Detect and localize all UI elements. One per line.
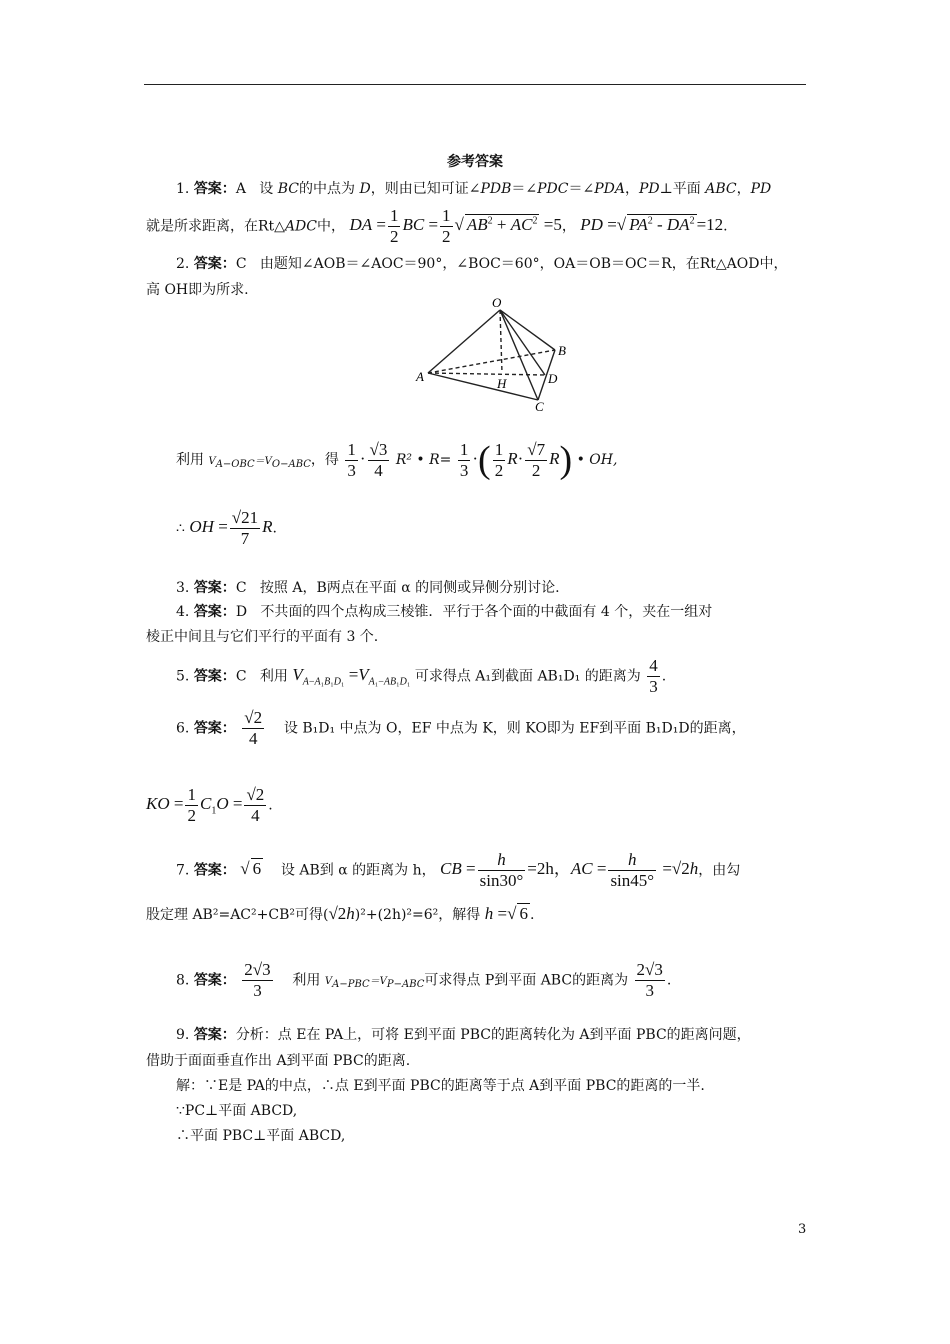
- q3-line: [176, 577, 560, 597]
- q9-text1: 分析：点 E在 PA上，可将 E到平面 PBC的距离转化为 A到平面 PBC的距离问题，: [235, 1027, 751, 1043]
- header-rule: [144, 84, 806, 85]
- q6-num: 6.: [176, 720, 190, 737]
- q9-line1: [176, 1024, 751, 1044]
- q6-text: 设 B₁D₁ 中点为 O，EF 中点为 K，则 KO即为 EF到平面 B₁D₁D的距离，: [283, 720, 746, 737]
- q6-label: 答案：: [193, 720, 236, 737]
- q5-text2: 可求得点 A₁到截面 AB₁D₁ 的距离为: [414, 668, 641, 685]
- q4-num: 4.: [176, 604, 190, 620]
- q8-label: 答案：: [193, 972, 236, 989]
- label-d: D: [548, 371, 558, 386]
- q9-num: 9.: [176, 1027, 190, 1043]
- q7-text2: ，由勾: [698, 862, 741, 879]
- q2-result: ∴ OH = $\frac{√21}{7}$ R.: [176, 508, 277, 548]
- q8-num: 8.: [176, 972, 190, 989]
- q2-answer: C: [235, 256, 247, 272]
- q1-label: 答案：: [193, 181, 236, 197]
- q7-line1: 7. 答案： √ 6 设 AB到 α 的距离为 h， CB = $\frac{h}{\sin 30^\circ}$ =2h，AC = $\frac{h}{\sin 45^\circ}$ =√2h，由勾: [176, 850, 741, 890]
- q7-text3: 股定理 AB²=AC²+CB²可得(: [146, 907, 329, 923]
- q1-line2: 就是所求距离，在Rt△ADC中， DA = $\frac{1}{2}$ BC = $\frac{1}{2}$ √ $AB^2 + AC^2 =5$， PD =√ $PA^2 - DA^2 =12$.: [146, 206, 728, 246]
- edge-oa: [428, 310, 500, 373]
- q3-num: 3.: [176, 580, 190, 596]
- edge-oh-hidden: [500, 310, 502, 373]
- q1-text1: 设: [259, 181, 274, 197]
- q4-answer: D: [235, 604, 248, 620]
- label-c: C: [535, 399, 544, 414]
- q5-end: .: [661, 668, 667, 685]
- page-number: 3: [798, 1222, 807, 1237]
- q8-text1: 利用: [292, 972, 321, 989]
- q3-answer: C: [235, 580, 247, 596]
- q9-line4: ∵PC⊥平面 ABCD,: [176, 1103, 298, 1119]
- page-title: 参考答案: [447, 154, 503, 170]
- q2-line1: [176, 253, 787, 273]
- q2-line3-b: ，得: [310, 451, 339, 468]
- q1-line2-mid: 中，: [316, 218, 345, 235]
- q1-text2: 的中点为: [299, 181, 356, 197]
- edge-od: [500, 310, 545, 375]
- q3-label: 答案：: [193, 580, 236, 596]
- q1-eq-val1: =5: [543, 215, 562, 235]
- q1-formula-da: DA = $\frac{1}{2}$ BC = $\frac{1}{2}$ √ $AB^2 + AC^2 =5$: [349, 206, 562, 246]
- q1-text5: ＝∠: [568, 181, 595, 197]
- q4-line2: 棱正中间且与它们平行的平面有 3 个.: [146, 629, 379, 645]
- q7-eq-val: =2h: [527, 859, 554, 879]
- q1-num: 1.: [176, 181, 190, 197]
- q2-line3-d: • OH,: [576, 451, 618, 468]
- q2-num: 2.: [176, 256, 190, 272]
- q1-eq-val2: =12: [696, 215, 724, 235]
- q5-label: 答案：: [193, 668, 236, 685]
- q7-text1: 设 AB到 α 的距离为 h，: [280, 862, 436, 879]
- q7-label: 答案：: [193, 862, 236, 879]
- q5-line: 5. 答案：C 利用 $V_{A-A_1B_1D_1} =V_{A_1-AB_1D_1}$ 可求得点 A₁到截面 AB₁D₁ 的距离为 $\frac{4}{3}$ .: [176, 656, 667, 696]
- q1-answer: A: [235, 181, 246, 197]
- therefore-symbol: ∴: [176, 520, 185, 537]
- q5-num: 5.: [176, 668, 190, 685]
- q9-line2: 借助于面面垂直作出 A到平面 PBC的距离.: [146, 1053, 411, 1069]
- q1-text4: ＝∠: [511, 181, 538, 197]
- q6-line: 6. 答案： $\frac{√2}{4}$ 设 B₁D₁ 中点为 O，EF 中点为 K，则 KO即为 EF到平面 B₁D₁D的距离，: [176, 708, 746, 748]
- label-h: H: [497, 376, 507, 391]
- label-b: B: [558, 343, 566, 358]
- q9-label: 答案：: [193, 1027, 236, 1043]
- q2-line3: 利用 $V_{A-OBC}=V_{O-ABC}$，得 $\frac{1}{3}$ · $\frac{√3}{4}$ R² • R= $\frac{1}{3}$ ·( $\frac{1}{2}$ R· $\frac{√7}{2}$ R) • OH,: [176, 439, 618, 481]
- q7-num: 7.: [176, 862, 190, 879]
- label-a: A: [416, 369, 424, 384]
- q1-text3: ，则由已知可证∠: [370, 181, 481, 197]
- q9-line3: 解：∵E是 PA的中点，∴点 E到平面 PBC的距离等于点 A到平面 PBC的距离的一半.: [176, 1078, 705, 1094]
- q4-label: 答案：: [193, 604, 236, 620]
- q7-line2: 股定理 AB²=AC²+CB²可得(√2h)²+(2h)²=6²，解得 h =√ 6 .: [146, 904, 535, 923]
- q5-text1: 利用: [259, 668, 288, 685]
- q2-line2: 高 OH即为所求.: [146, 282, 249, 298]
- q1-line1: 1. 答案：A 设 BC的中点为 D，则由已知可证∠PDB＝∠PDC＝∠PDA，PD⊥平面 ABC，PD: [176, 181, 772, 197]
- q1-line2-text: 就是所求距离，在Rt△: [146, 218, 285, 235]
- q1-formula-pd: PD =√ $PA^2 - DA^2 =12$: [580, 215, 724, 235]
- q1-text6: ⊥平面: [659, 181, 701, 197]
- q5-answer: C: [235, 668, 247, 685]
- q7-text4: )²+(2h)²=6²，解得: [354, 907, 481, 923]
- q8-line: 8. 答案： $\frac{2√3}{3}$ 利用 $V_{A-PBC}=V_{P-ABC}$可求得点 P到平面 ABC的距离为 $\frac{2√3}{3}$ .: [176, 960, 672, 1000]
- q2-line3-c: R² • R=: [395, 451, 452, 468]
- edge-ac: [428, 373, 538, 400]
- q2-label: 答案：: [193, 256, 236, 272]
- q2-text1: 由题知∠AOB＝∠AOC＝90°，∠BOC＝60°，OA＝OB＝OC＝R，在Rt△AOD中，: [259, 256, 788, 272]
- q4-text1: 不共面的四个点构成三棱锥．平行于各个面的中截面有 4 个，夹在一组对: [260, 604, 713, 620]
- q6-result: KO = $\frac{1}{2}$ $C_1O$ = $\frac{√2}{4}$ .: [146, 785, 273, 825]
- q3-text: 按照 A，B两点在平面 α 的同侧或异侧分别讨论.: [259, 580, 560, 596]
- q9-line5: ∴平面 PBC⊥平面 ABCD,: [176, 1128, 346, 1144]
- label-o: O: [492, 295, 502, 310]
- q2-pyramid-figure: [410, 295, 580, 415]
- q4-line1: [176, 601, 712, 621]
- q2-line3-a: 利用: [176, 451, 204, 468]
- q8-text2: 可求得点 P到平面 ABC的距离为: [424, 972, 629, 989]
